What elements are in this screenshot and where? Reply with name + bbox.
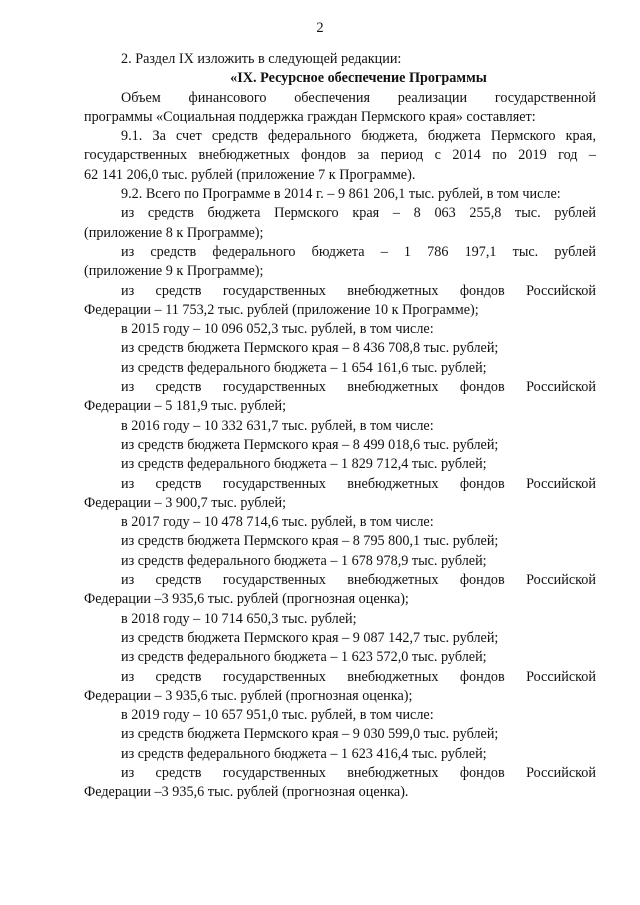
text-line: из средств бюджета Пермского края – 8 499 018,6 тыс. рублей; [121, 436, 499, 453]
text-line: государственных внебюджетных фондов за период с 2014 по 2019 год – [84, 147, 596, 164]
text-line: (приложение 8 к Программе); [84, 224, 264, 241]
text-line: из средств бюджета Пермского края – 8 795 800,1 тыс. рублей; [121, 533, 499, 550]
text-line: Федерации – 3 935,6 тыс. рублей (прогнозная оценка); [84, 687, 413, 704]
text-line: 2. Раздел IX изложить в следующей редакции: [121, 51, 402, 67]
text-line: из средств федерального бюджета – 1 623 572,0 тыс. рублей; [121, 649, 487, 666]
text-line: из средств бюджета Пермского края – 9 030 599,0 тыс. рублей; [121, 726, 499, 743]
text-line: из средств государственных внебюджетных фондов Российской [121, 282, 596, 299]
text-line: из средств федерального бюджета – 1 786 197,1 тыс. рублей [121, 243, 596, 260]
text-line: из средств государственных внебюджетных фондов Российской [121, 572, 596, 589]
text-line: из средств бюджета Пермского края – 9 087 142,7 тыс. рублей; [121, 629, 499, 646]
page-number: 2 [316, 20, 324, 36]
document-body [84, 50, 596, 803]
text-line: в 2017 году – 10 478 714,6 тыс. рублей, в том числе: [121, 514, 434, 531]
text-line: Федерации –3 935,6 тыс. рублей (прогнозная оценка); [84, 591, 409, 608]
text-line: 62 141 206,0 тыс. рублей (приложение 7 к Программе). [84, 166, 416, 183]
text-line: в 2016 году – 10 332 631,7 тыс. рублей, в том числе: [121, 417, 434, 434]
text-line: из средств государственных внебюджетных фондов Российской [121, 475, 596, 492]
text-line: программы «Социальная поддержка граждан Пермского края» составляет: [84, 108, 536, 125]
text-line: в 2019 году – 10 657 951,0 тыс. рублей, в том числе: [121, 707, 434, 724]
text-line: в 2018 году – 10 714 650,3 тыс. рублей; [121, 610, 357, 627]
text-line: 9.2. Всего по Программе в 2014 г. – 9 861 206,1 тыс. рублей, в том числе: [121, 186, 561, 203]
text-line: в 2015 году – 10 096 052,3 тыс. рублей, в том числе: [121, 321, 434, 338]
text-line: (приложение 9 к Программе); [84, 263, 264, 280]
text-line: из средств федерального бюджета – 1 654 161,6 тыс. рублей; [121, 359, 487, 376]
text-line: Федерации –3 935,6 тыс. рублей (прогнозная оценка). [84, 784, 409, 801]
text-line: Федерации – 3 900,7 тыс. рублей; [84, 494, 287, 511]
text-line: Федерации – 5 181,9 тыс. рублей; [84, 398, 287, 415]
section-heading: «IX. Ресурсное обеспечение Программы [230, 70, 487, 87]
text-line: из средств бюджета Пермского края – 8 063 255,8 тыс. рублей [121, 205, 596, 222]
text-line: Федерации – 11 753,2 тыс. рублей (приложение 10 к Программе); [84, 301, 479, 318]
text-line: Объем финансового обеспечения реализации государственной [121, 89, 596, 106]
text-line: из средств федерального бюджета – 1 829 712,4 тыс. рублей; [121, 456, 487, 473]
text-line: из средств государственных внебюджетных фондов Российской [121, 668, 596, 685]
text-line: 9.1. За счет средств федерального бюджета, бюджета Пермского края, [121, 128, 596, 145]
text-line: из средств государственных внебюджетных фондов Российской [121, 764, 596, 781]
text-line: из средств федерального бюджета – 1 678 978,9 тыс. рублей; [121, 552, 487, 569]
text-line: из средств федерального бюджета – 1 623 416,4 тыс. рублей; [121, 745, 487, 762]
text-line: из средств государственных внебюджетных фондов Российской [121, 379, 596, 396]
text-line: из средств бюджета Пермского края – 8 436 708,8 тыс. рублей; [121, 340, 499, 357]
